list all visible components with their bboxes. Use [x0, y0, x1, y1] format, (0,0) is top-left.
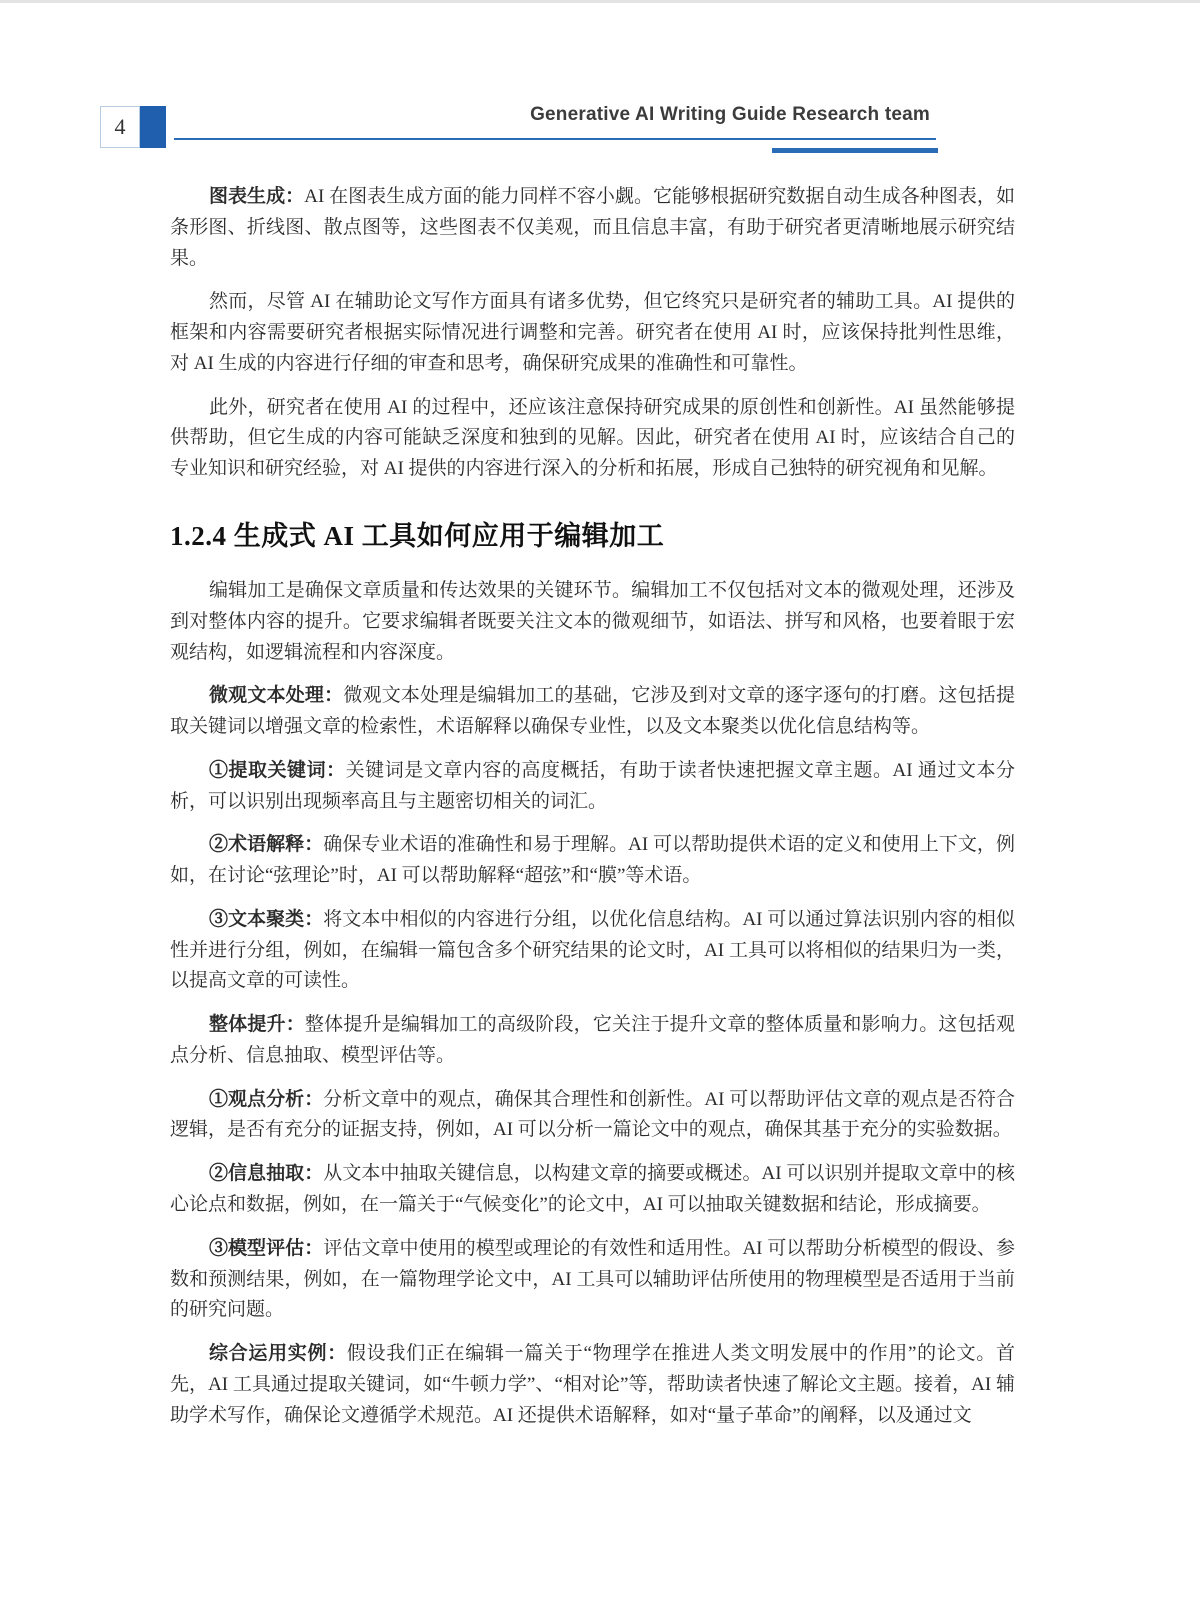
paragraph-lead: 整体提升：	[208, 1014, 305, 1036]
paragraph-lead: ②术语解释：	[208, 834, 324, 856]
paragraph	[170, 681, 1015, 743]
paragraph-lead: ②信息抽取：	[208, 1163, 324, 1185]
paragraph	[170, 905, 1015, 997]
paragraph	[170, 287, 1015, 379]
paragraph-lead: ③文本聚类：	[208, 908, 324, 930]
paragraph-lead: 综合运用实例：	[208, 1343, 347, 1365]
document-body	[170, 182, 1015, 1444]
page-top-divider	[0, 0, 1200, 3]
paragraph-lead: ①观点分析：	[208, 1088, 324, 1110]
paragraph	[170, 393, 1015, 485]
paragraph	[170, 1010, 1015, 1072]
paragraph-text: 分析文章中的观点，确保其合理性和创新性。AI 可以帮助评估文章的观点是否符合逻辑，是否有充分的证据支持，例如，AI 可以分析一篇论文中的观点，确保其基于充分的实验数据。	[170, 1088, 1015, 1141]
paragraph-lead: ①提取关键词：	[208, 759, 346, 781]
header-rule-thick	[772, 148, 938, 153]
paragraph	[170, 1085, 1015, 1147]
paragraph	[170, 1234, 1015, 1326]
paragraph-text: 整体提升是编辑加工的高级阶段，它关注于提升文章的整体质量和影响力。这包括观点分析、信息抽取、模型评估等。	[170, 1014, 1015, 1066]
paragraph-lead: ③模型评估：	[208, 1237, 324, 1259]
page-number-badge	[100, 106, 166, 148]
paragraph	[170, 830, 1015, 892]
paragraph-text: 编辑加工是确保文章质量和传达效果的关键环节。编辑加工不仅包括对文本的微观处理，还涉及到对整体内容的提升。它要求编辑者既要关注文本的微观细节，如语法、拼写和风格，也要着眼于宏观结构，如逻辑流程和内容深度。	[170, 579, 1015, 663]
paragraph-lead: 微观文本处理：	[208, 685, 344, 707]
paragraph-text: 从文本中抽取关键信息，以构建文章的摘要或概述。AI 可以识别并提取文章中的核心论点和数据，例如，在一篇关于“气候变化”的论文中，AI 可以抽取关键数据和结论，形成摘要。	[170, 1163, 1015, 1215]
paragraph	[170, 1339, 1015, 1431]
paragraph-text: 将文本中相似的内容进行分组，以优化信息结构。AI 可以通过算法识别内容的相似性并进行分组，例如，在编辑一篇包含多个研究结果的论文时，AI 工具可以将相似的结果归为一类，以提高文章的可读性。	[170, 908, 1015, 992]
section-heading: 1.2.4 生成式 AI 工具如何应用于编辑加工	[170, 520, 665, 551]
header-rule-thin	[174, 138, 936, 140]
page-number: 4	[100, 106, 140, 148]
paragraph	[170, 182, 1015, 274]
paragraph-lead: 图表生成：	[208, 186, 305, 207]
paragraph-text: 评估文章中使用的模型或理论的有效性和适用性。AI 可以帮助分析模型的假设、参数和预测结果，例如，在一篇物理学论文中，AI 工具可以辅助评估所使用的物理模型是否适用于当前的研究问题。	[170, 1237, 1015, 1321]
paragraph-text: 关键词是文章内容的高度概括，有助于读者快速把握文章主题。AI 通过文本分析，可以识别出现频率高且与主题密切相关的词汇。	[170, 759, 1015, 812]
header-title: Generative AI Writing Guide Research team	[530, 104, 930, 125]
paragraph-text: 然而，尽管 AI 在辅助论文写作方面具有诸多优势，但它终究只是研究者的辅助工具。AI 提供的框架和内容需要研究者根据实际情况进行调整和完善。研究者在使用 AI 时，应该保持批判性思维，对 AI 生成的内容进行仔细的审查和思考，确保研究成果的准确性和可靠性。	[170, 291, 1015, 374]
paragraph	[170, 576, 1015, 668]
paragraph-text: 此外，研究者在使用 AI 的过程中，还应该注意保持研究成果的原创性和创新性。AI 虽然能够提供帮助，但它生成的内容可能缺乏深度和独到的见解。因此，研究者在使用 AI 时，应该结合自己的专业知识和研究经验，对 AI 提供的内容进行深入的分析和拓展，形成自己独特的研究视角和见解。	[170, 396, 1015, 480]
page-badge-accent	[140, 106, 166, 148]
paragraph	[170, 1159, 1015, 1221]
paragraph-text: 假设我们正在编辑一篇关于“物理学在推进人类文明发展中的作用”的论文。首先，AI 工具通过提取关键词，如“牛顿力学”、“相对论”等，帮助读者快速了解论文主题。接着，AI 辅助学术写作，确保论文遵循学术规范。AI 还提供术语解释，如对“量子革命”的阐释，以及通过文	[170, 1343, 1015, 1426]
paragraph-text: 微观文本处理是编辑加工的基础，它涉及到对文章的逐字逐句的打磨。这包括提取关键词以增强文章的检索性，术语解释以确保专业性，以及文本聚类以优化信息结构等。	[170, 685, 1015, 738]
paragraph-text: 确保专业术语的准确性和易于理解。AI 可以帮助提供术语的定义和使用上下文，例如，在讨论“弦理论”时，AI 可以帮助解释“超弦”和“膜”等术语。	[170, 834, 1015, 887]
paragraph	[170, 756, 1015, 818]
paragraph-text: AI 在图表生成方面的能力同样不容小觑。它能够根据研究数据自动生成各种图表，如条形图、折线图、散点图等，这些图表不仅美观，而且信息丰富，有助于研究者更清晰地展示研究结果。	[170, 186, 1015, 269]
